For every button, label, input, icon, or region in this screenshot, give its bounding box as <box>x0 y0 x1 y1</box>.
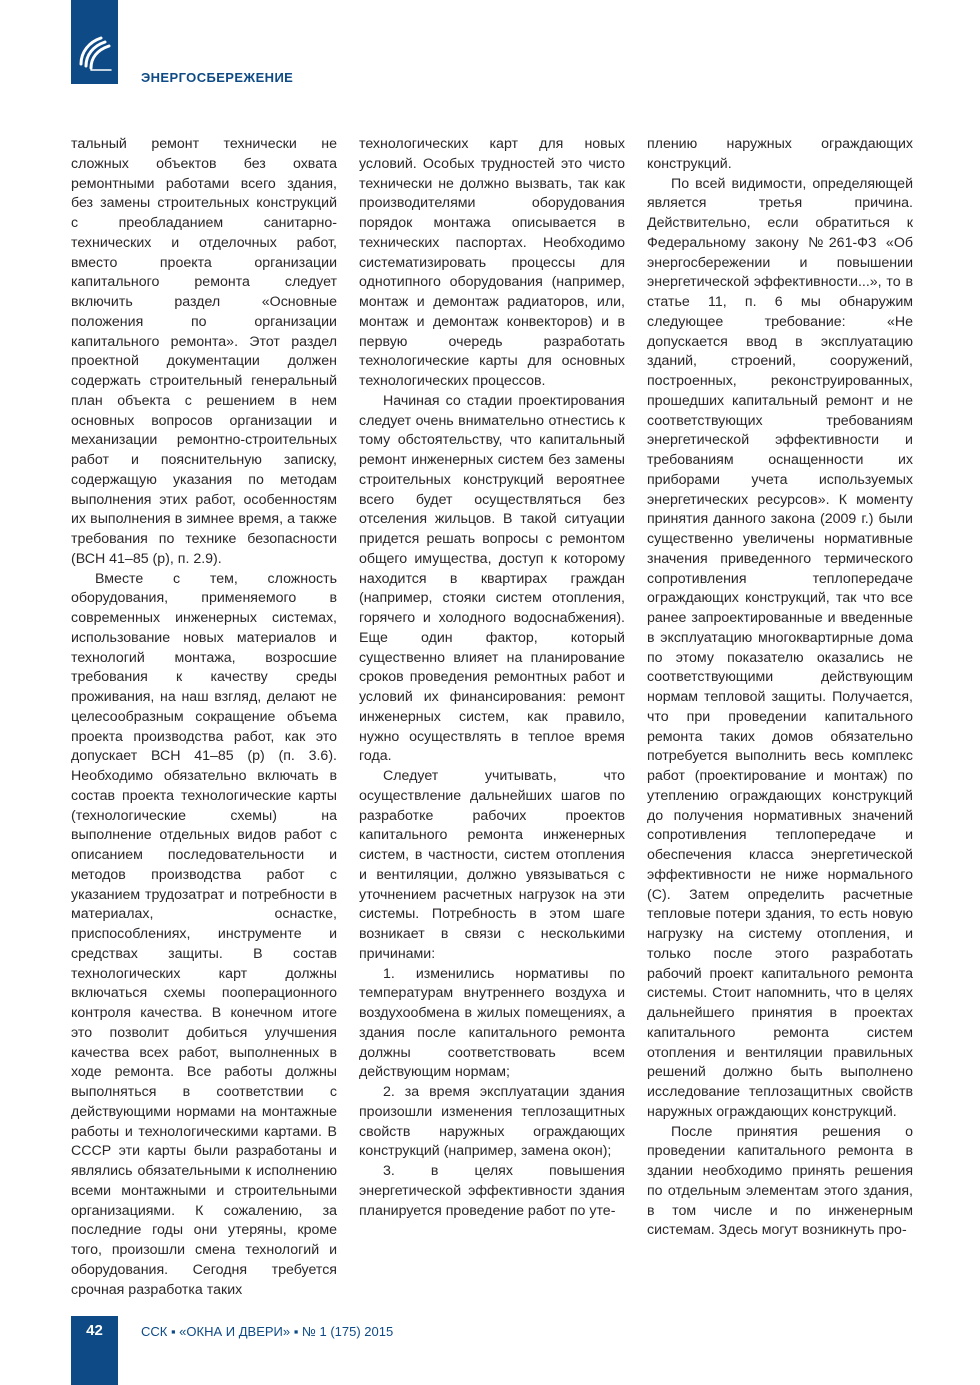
paragraph: Следует учитывать, что осуществление дальнейших шагов по разработке рабочих проектов капитального ремонта инженерных систем, в частности, систем отопления и вентиляции, должно увязываться с уточнением расчетных нагрузок на эти системы. Потребность в этом шаге возникает в связи с несколькими причинами: <box>359 768 625 962</box>
paragraph: тальный ремонт технически не сложных объектов без охвата ремонтными работами всего здания, без замены строительных конструкций с преобладанием санитарно-технических и отделочных работ, вместо проекта организации капитального ремонта следует включить раздел «Основные положения по организации капитального ремонта». Этот раздел проектной документации должен содержать строительный генеральный план объекта с решением в нем основных вопросов организации и механизации ремонтно-строительных работ и пояснительную записку, содержащую указания по методам выполнения этих работ, особенностям их выполнения в зимнее время, а также требования по технике безопасности (ВСН 41–85 (р), п. 2.9). <box>71 136 337 567</box>
list-item: 1. изменились нормативы по температурам внутреннего воздуха и воздухообмена в жилых помещениях, а здания после капитального ремонта должны соответствовать всем действующим нормам; <box>359 965 625 1081</box>
section-title: ЭНЕРГОСБЕРЕЖЕНИЕ <box>141 70 294 85</box>
stylized-arcs-logo-icon <box>77 34 113 74</box>
paragraph: Начиная со стадии проектирования следует очень внимательно отнестись к тому обстоятельству, что капитальный ремонт инженерных систем без замены строительных конструкций вероятнее всего будет осуществляться без отселения жильцов. В такой ситуации придется решать вопросы с ремонтом общего имущества, доступ к которому находится в квартирах граждан (например, стояки систем отопления, горячего и холодного водоснабжения). Еще один фактор, который существенно влияет на планирование сроков проведения ремонтных работ и условий их финансирования: ремонт инженерных систем, как правило, нужно осуществлять в теплое время года. <box>359 392 625 765</box>
text-column-2 <box>359 135 625 1221</box>
list-item: 3. в целях повышения энергетической эффективности здания планируется проведение работ по уте- <box>359 1163 625 1219</box>
page-number: 42 <box>86 1322 103 1339</box>
text-column-3 <box>647 135 913 1241</box>
paragraph: Вместе с тем, сложность оборудования, применяемого в современных инженерных системах, использование новых материалов и технологий монтажа, возросшие требования к качеству среды проживания, на наш взгляд, делают не целесообразным сокращение объема проекта производства работ, как это допускает ВСН 41–85 (р) (п. 3.6). Необходимо обязательно включать в состав проекта технологические карты (технологические схемы) на выполнение отдельных видов работ с описанием последовательности и методов производства работ с указанием трудозатрат и потребности в материалах, оснастке, приспособлениях, инструменте и средствах защиты. В состав технологических карт должны включаться схемы пооперационного контроля качества. В конечном итоге это позволит добиться улучшения качества всех работ, выполненных в ходе ремонта. Все работы должны выполняться в соответствии с действующими нормами на монтажные работы и технологическими картами. В СССР эти карты были разработаны и являлись обязательными к исполнению всеми монтажными и строительными организациями. К сожалению, за последние годы они утеряны, кроме того, произошли смена технологий и оборудования. Сегодня требуется срочная разработка таких <box>71 570 337 1298</box>
header-accent-block <box>71 0 118 84</box>
list-item: 2. за время эксплуатации здания произошли изменения теплозащитных свойств наружных ограждающих конструкций (например, замена окон); <box>359 1084 625 1160</box>
text-column-1 <box>71 135 337 1300</box>
paragraph: По всей видимости, определяющей является третья причина. Действительно, если обратиться к Федеральному закону №261-ФЗ «Об энергосбережении и повышении энергетической эффективности...», то в статье 11, п. 6 мы обнаружим следующее требование: «Не допускается ввод в эксплуатацию зданий, строений, сооружений, построенных, реконструированных, прошедших капитальный ремонт и не соответствующих требованиям энергетической эффективности и требованиям оснащенности их приборами учета используемых энергетических ресурсов». К моменту принятия данного закона (2009 г.) были существенно увеличены нормативные значения приведенного термического сопротивления теплопередаче ограждающих конструкций, так что все ранее запроектированные и введенные в эксплуатацию многоквартирные дома по этому показателю оказались не соответствующими действующим нормам тепловой защиты. Получается, что при проведении капитального ремонта таких домов обязательно потребуется выполнить весь комплекс работ (проектирование и монтаж) по утеплению ограждающих конструкций до получения нормативных значений сопротивления теплопередаче и обеспечения класса энергетической эффективности не ниже нормального (С). Затем определить расчетные тепловые потери здания, то есть новую нагрузку на систему отопления, и только после этого разработать рабочий проект капитального ремонта системы. Стоит напомнить, что в целях дальнейшего принятия в проектах капитального ремонта систем отопления и вентиляции правильных решений должно быть выполнено исследование теплозащитных свойств наружных ограждающих конструкций. <box>647 175 913 1120</box>
publication-info: ССК ▪ «ОКНА И ДВЕРИ» ▪ № 1 (175) 2015 <box>141 1324 394 1339</box>
paragraph: плению наружных ограждающих конструкций. <box>647 136 913 172</box>
paragraph: технологических карт для новых условий. Особых трудностей это чисто технически не должно вызвать, так как производителями оборудования порядок монтажа описывается в технических паспортах. Необходимо систематизировать процессы для однотипного оборудования (например, монтаж и демонтаж радиаторов, или, монтаж и демонтаж конвекторов) и в первую очередь разработать технологические карты для основных технологических процессов. <box>359 136 625 389</box>
paragraph: После принятия решения о проведении капитального ремонта в здании необходимо принять решения по отдельным элементам этого здания, в том числе и по инженерным системам. Здесь могут возникнуть про- <box>647 1123 913 1239</box>
footer-accent-block <box>71 1316 118 1385</box>
